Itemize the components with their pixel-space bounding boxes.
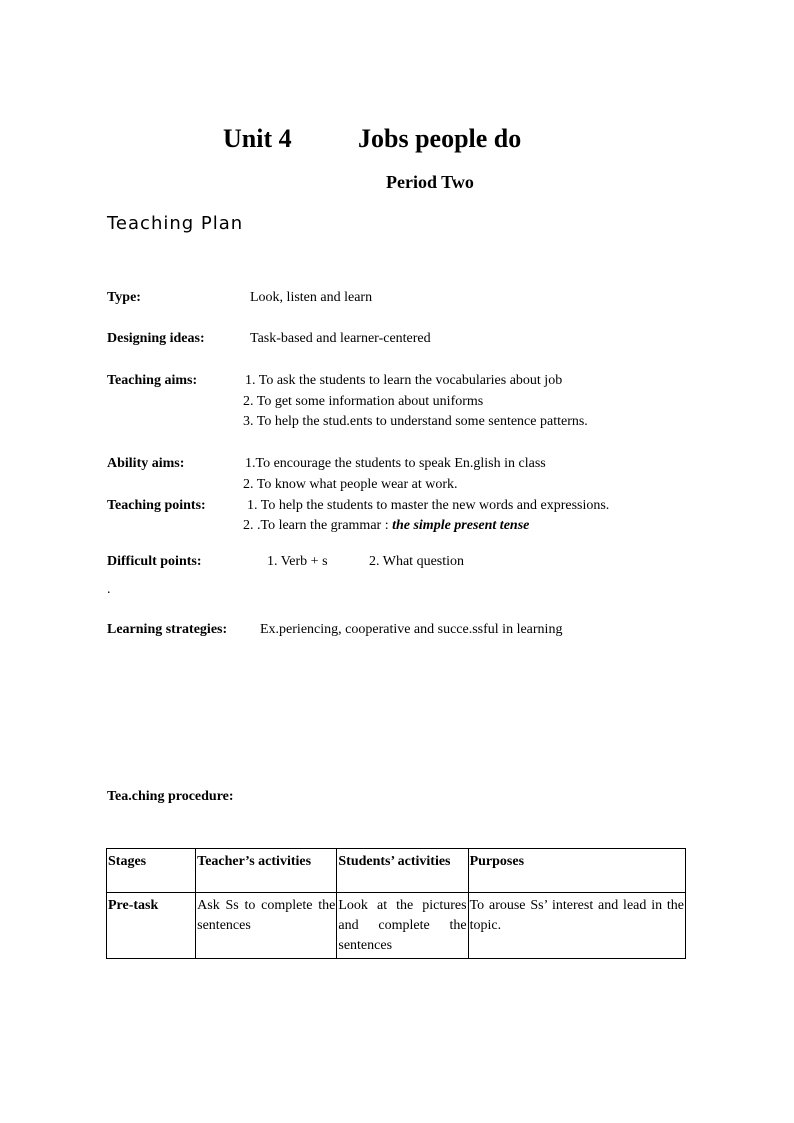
designing-ideas-value: Task-based and learner-centered — [250, 331, 431, 346]
teaching-aims-label: Teaching aims: — [107, 373, 198, 388]
teaching-aim-item: 2. To get some information about uniforms — [243, 394, 484, 409]
ability-aim-item: 2. To know what people wear at work. — [243, 477, 458, 492]
column-header: Stages — [107, 849, 196, 893]
procedure-heading: Tea.ching procedure: — [107, 789, 234, 804]
table-row — [107, 893, 686, 959]
period-subtitle: Period Two — [386, 172, 474, 192]
table-header-row — [107, 849, 686, 893]
student-activity-cell: Look at the pictures and complete the sentences — [337, 893, 468, 959]
teaching-point-item: 1. To help the students to master the new words and expressions. — [247, 498, 610, 513]
type-label: Type: — [107, 290, 141, 305]
learning-strategies-label: Learning strategies: — [107, 622, 228, 637]
ability-aim-item: 1.To encourage the students to speak En.glish in class — [245, 456, 546, 471]
unit-number: Unit 4 — [223, 124, 292, 153]
teacher-activity-cell: Ask Ss to complete the sentences — [196, 893, 337, 959]
difficult-points-label: Difficult points: — [107, 554, 202, 569]
teaching-points-label: Teaching points: — [107, 498, 206, 513]
stage-cell: Pre-task — [107, 893, 196, 959]
stray-dot: . — [107, 582, 111, 597]
teaching-point-prefix: 2. .To learn the grammar : — [243, 518, 393, 533]
learning-strategies-value: Ex.periencing, cooperative and succe.ssful in learning — [260, 622, 563, 637]
difficult-point-item: 1. Verb + s — [267, 554, 328, 569]
plan-title: Teaching Plan — [107, 213, 244, 234]
difficult-point-item: 2. What question — [369, 554, 465, 569]
purpose-cell: To arouse Ss’ interest and lead in the topic. — [468, 893, 685, 959]
column-header: Purposes — [468, 849, 685, 893]
procedure-table — [106, 848, 686, 959]
ability-aims-label: Ability aims: — [107, 456, 185, 471]
teaching-aim-item: 3. To help the stud.ents to understand some sentence patterns. — [243, 414, 588, 429]
teaching-point-item — [243, 518, 529, 534]
designing-ideas-label: Designing ideas: — [107, 331, 205, 346]
page-title: Jobs people do — [358, 124, 522, 153]
column-header: Students’ activities — [337, 849, 468, 893]
column-header: Teacher’s activities — [196, 849, 337, 893]
teaching-aim-item: 1. To ask the students to learn the vocabularies about job — [245, 373, 563, 388]
grammar-emphasis: the simple present tense — [392, 518, 530, 533]
type-value: Look, listen and learn — [250, 290, 373, 305]
